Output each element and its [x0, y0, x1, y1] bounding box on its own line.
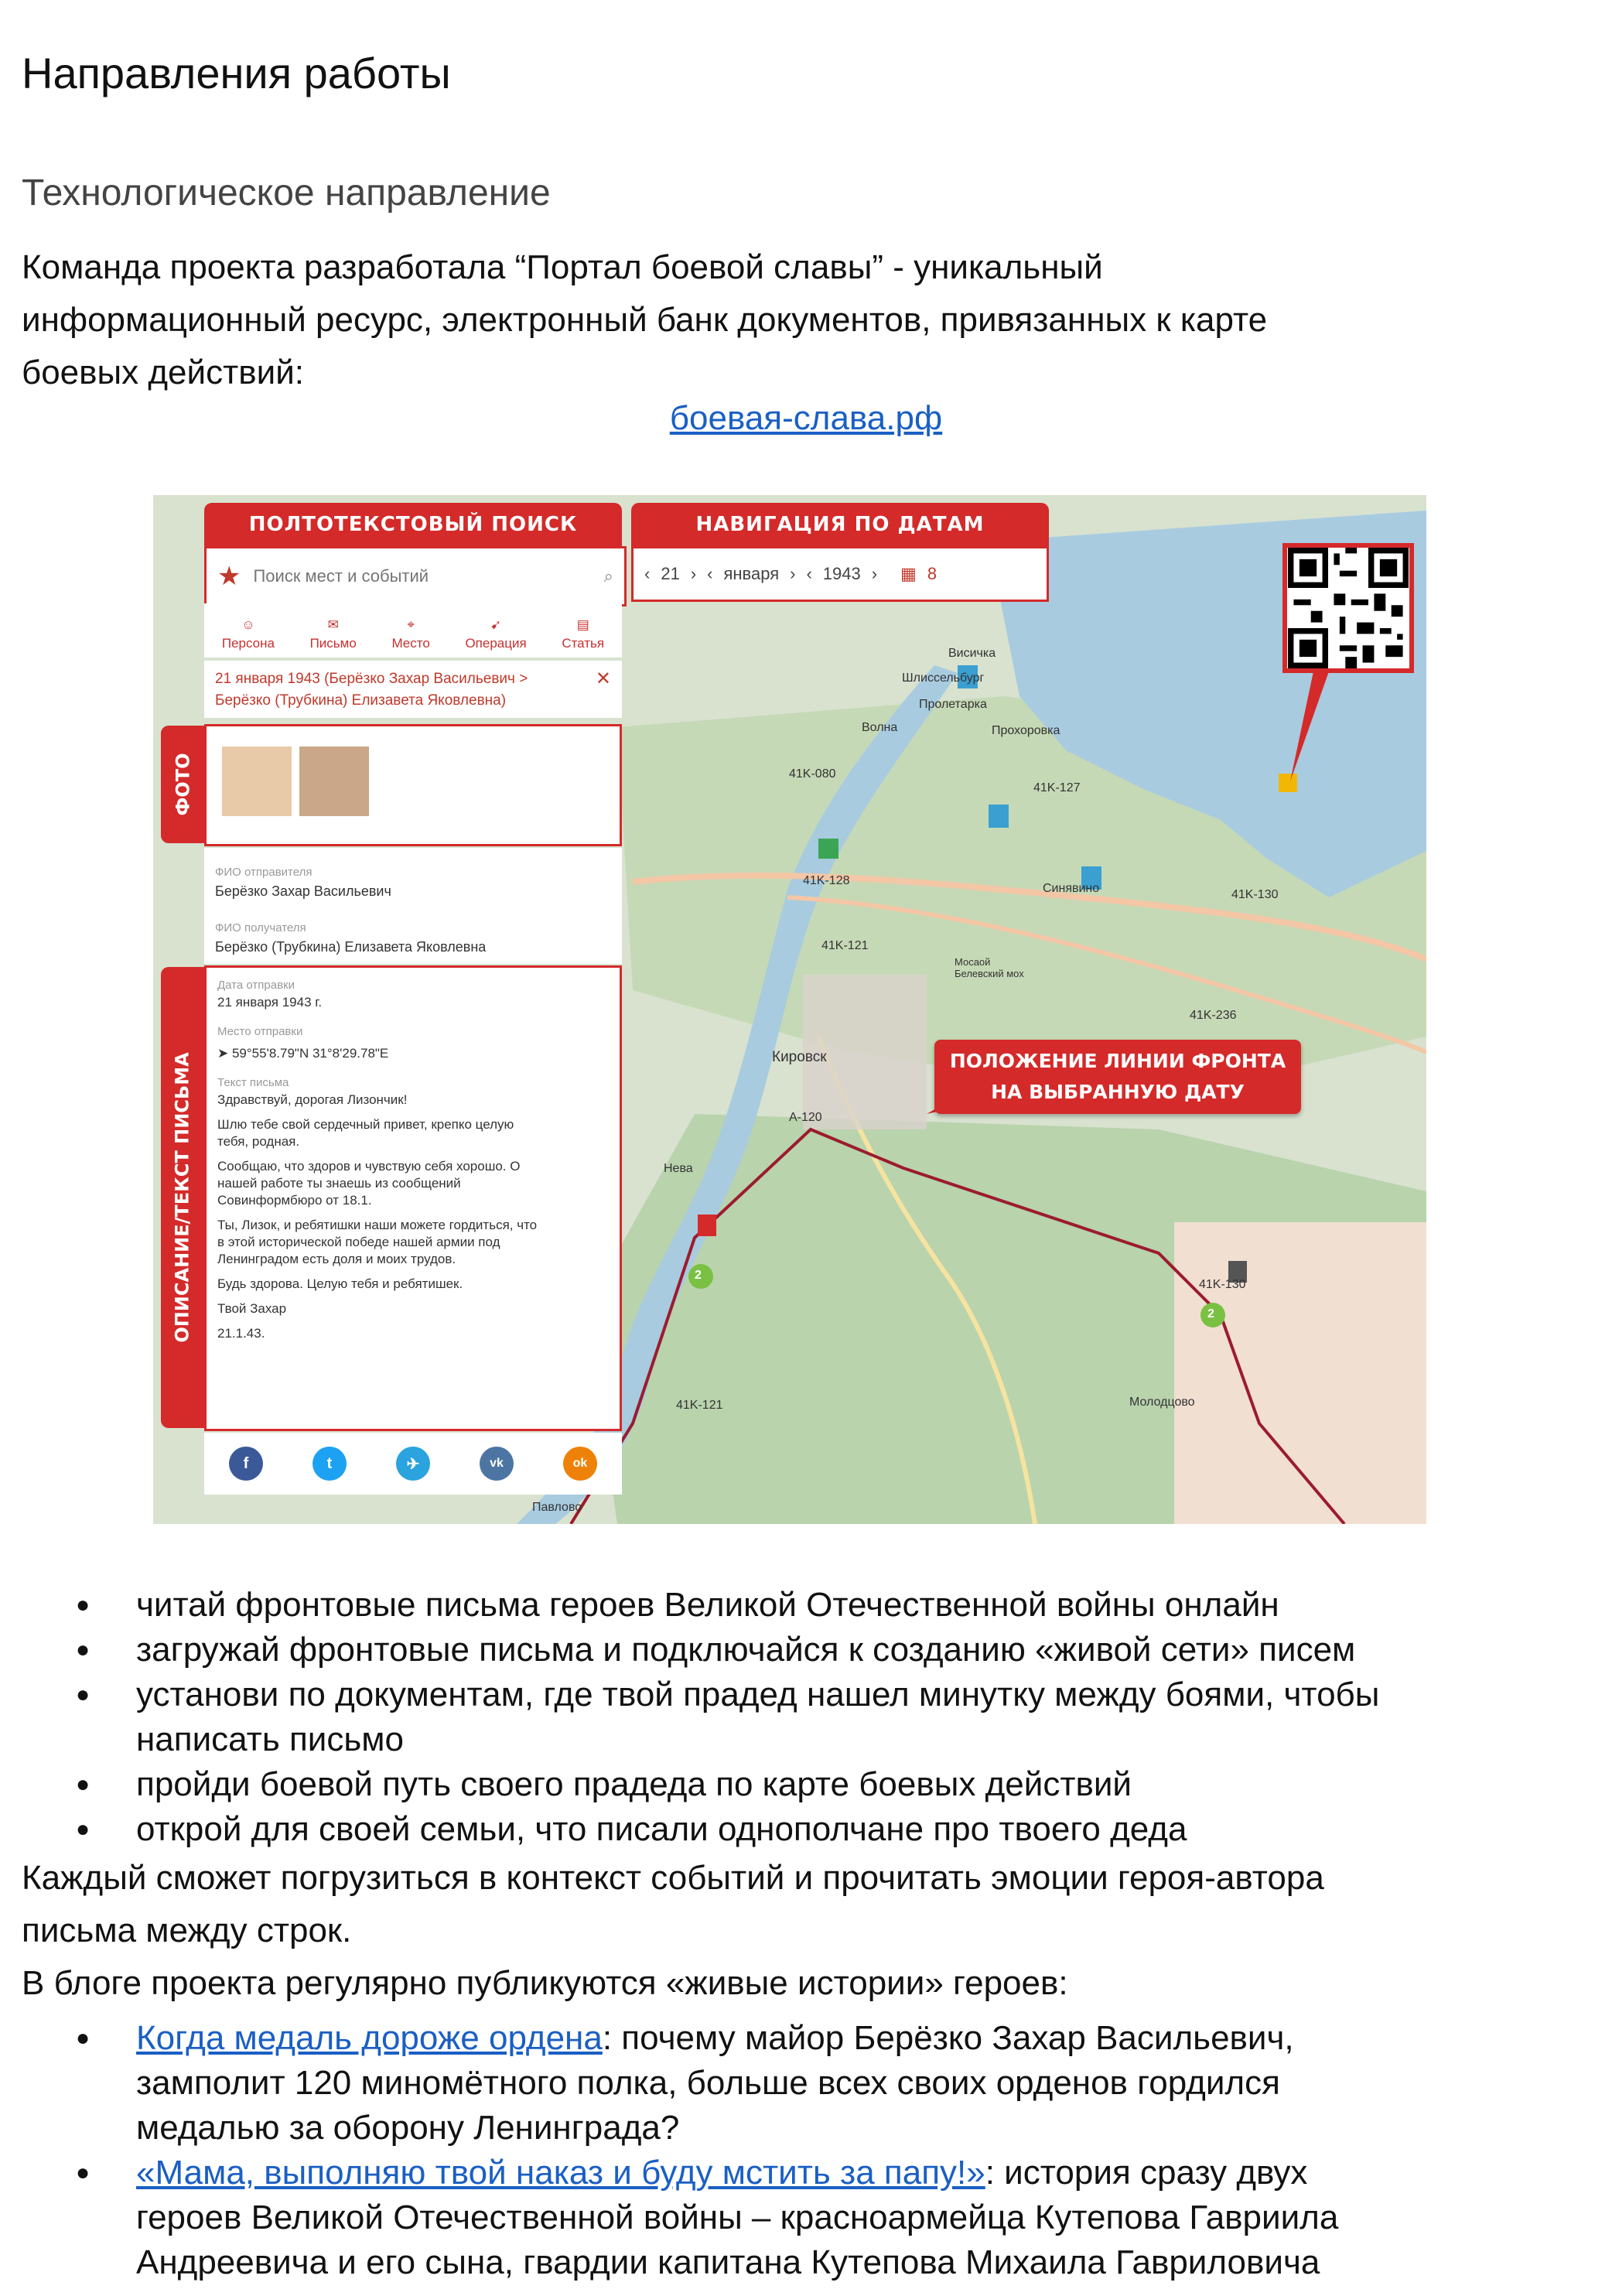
tab-fulltext-search[interactable]: ПОЛТОТЕКСТОВЫЙ ПОИСК [204, 503, 622, 546]
vk-share-button[interactable]: vk [480, 1447, 514, 1481]
map-label: 41K-121 [676, 1399, 723, 1412]
twitter-share-button[interactable]: t [312, 1447, 347, 1481]
list-item-line: установи по документам, где твой прадед нашел минутку между боями, чтобы [136, 1676, 1380, 1713]
category-person[interactable] [222, 617, 275, 651]
sender-name: Берёзко Захар Васильевич [215, 883, 391, 899]
map-label: Волна [862, 721, 898, 734]
person-icon: ☺ [241, 617, 255, 632]
tab-description: ОПИСАНИЕ/ТЕКСТ ПИСЬМА [161, 967, 204, 1428]
site-link[interactable]: боевая-слава.рф [669, 399, 943, 437]
year-prev-button[interactable]: ‹ [806, 564, 812, 583]
intro-line: Команда проекта разработала “Портал боевой славы” - уникальный [22, 248, 1103, 286]
map-label: Молодцово [1129, 1396, 1195, 1409]
rocket-icon: ➹ [490, 617, 502, 632]
cluster-count[interactable]: 2 [1207, 1307, 1214, 1321]
list-item [22, 1672, 1592, 1762]
facebook-share-button[interactable]: f [229, 1447, 263, 1481]
record-title: 21 января 1943 (Берёзко Захар Васильевич > [215, 671, 528, 687]
sender-recipient [204, 848, 622, 964]
day-value: 21 [661, 564, 680, 583]
category-label: Операция [465, 636, 527, 651]
list-item: ● читай фронтовые письма героев Великой Отечественной войны онлайн [22, 1583, 1592, 1628]
map-label: Прохоровка [992, 724, 1060, 737]
section-subtitle: Технологическое направление [22, 173, 551, 214]
month-next-button[interactable]: › [790, 564, 796, 583]
cluster-count[interactable]: 2 [695, 1269, 702, 1282]
month-value: января [723, 564, 780, 583]
letter-label: Текст письма [217, 1076, 289, 1089]
letter-line: Сообщаю, что здоров и чувствую себя хорошо. О [217, 1159, 521, 1174]
letter-line: Твой Захар [217, 1301, 287, 1316]
envelope-icon: ✉ [327, 617, 339, 632]
recipient-name: Берёзко (Трубкина) Елизавета Яковлевна [215, 939, 487, 955]
search-box [204, 546, 627, 606]
share-bar [204, 1433, 622, 1495]
page-title: Направления работы [22, 49, 451, 97]
map-label: Пролетарка [919, 698, 987, 711]
map-label: Шлиссельбург [902, 671, 985, 685]
list-item [22, 2151, 1592, 2285]
context-line: Каждый сможет погрузиться в контекст событий и прочитать эмоции героя-автора [22, 1859, 1324, 1897]
category-label: Персона [221, 636, 275, 651]
telegram-share-button[interactable]: ✈ [396, 1447, 430, 1481]
story-text: героев Великой Отечественной войны – красноармейца Кутепова Гавриила [136, 2199, 1339, 2236]
recipient-label: ФИО получателя [215, 921, 306, 934]
list-item: ● пройди боевой путь своего прадеда по карте боевых действий [22, 1762, 1592, 1807]
story-link[interactable]: «Мама, выполняю твой наказ и буду мстить за папу!» [136, 2154, 985, 2192]
story-link[interactable]: Когда медаль дороже ордена [136, 2019, 603, 2057]
category-article[interactable] [562, 617, 604, 651]
sender-label: ФИО отправителя [215, 866, 312, 879]
front-line-callout [934, 1040, 1301, 1114]
story-text: Андреевича и его сына, гвардии капитана Кутепова Михаила Гавриловича [136, 2243, 1320, 2281]
letter-photo[interactable] [299, 747, 369, 816]
year-next-button[interactable]: › [871, 564, 878, 583]
record-header [204, 661, 622, 718]
ok-share-button[interactable]: ok [563, 1447, 597, 1481]
document-icon: ▤ [576, 617, 589, 632]
category-place[interactable] [391, 617, 429, 651]
letter-line: Здравствуй, дорогая Лизончик! [217, 1092, 408, 1107]
letter-line: 21.1.43. [217, 1326, 265, 1341]
intro-line: боевых действий: [22, 354, 304, 391]
day-next-button[interactable]: › [690, 564, 697, 583]
letter-line: нашей работе ты знаешь из сообщений [217, 1176, 461, 1191]
map-label: 41K-121 [821, 939, 869, 952]
tab-photo: ФОТО [161, 726, 204, 843]
map-label: Висичка [948, 647, 996, 660]
letter-photo[interactable] [222, 747, 292, 816]
blog-intro: В блоге проекта регулярно публикуются «живые истории» героев: [22, 1964, 1068, 2002]
context-paragraph [22, 1852, 1584, 1957]
category-label: Статья [562, 636, 605, 651]
map-label: Павлово [532, 1501, 582, 1514]
callout-line: ПОЛОЖЕНИЕ ЛИНИИ ФРОНТА [949, 1050, 1286, 1072]
stories-list [22, 2016, 1592, 2285]
list-item [22, 2016, 1592, 2151]
map-label: Нева [664, 1162, 693, 1175]
year-value: 1943 [822, 564, 861, 583]
story-text: : история сразу двух [985, 2154, 1308, 2192]
day-prev-button[interactable]: ‹ [644, 564, 651, 583]
story-text: медалью за оборону Ленинграда? [136, 2109, 680, 2147]
category-operation[interactable] [465, 617, 526, 651]
letter-line: Будь здорова. Целую тебя и ребятишек. [217, 1276, 463, 1291]
context-line: письма между строк. [22, 1912, 352, 1949]
events-count: 8 [927, 564, 937, 583]
date-label: Дата отправки [217, 979, 295, 992]
letter-line: Ленинградом есть доля и моих трудов. [217, 1252, 456, 1266]
category-label: Место [391, 636, 430, 651]
map-label: 41K-130 [1199, 1278, 1246, 1291]
category-filters [204, 603, 622, 658]
letter-line: тебя, родная. [217, 1134, 300, 1149]
category-label: Письмо [309, 636, 357, 651]
pin-icon: ⌖ [407, 617, 415, 632]
portal-screenshot [153, 495, 1426, 1524]
map-label: 41K-130 [1231, 888, 1279, 901]
place-label: Место отправки [217, 1025, 303, 1038]
date-sent: 21 января 1943 г. [217, 995, 323, 1010]
letter-description [204, 965, 622, 1431]
tab-date-navigation[interactable]: НАВИГАЦИЯ ПО ДАТАМ [631, 503, 1049, 546]
photo-gallery [204, 724, 622, 846]
list-item: ● открой для своей семьи, что писали однополчане про твоего деда [22, 1807, 1592, 1852]
map-label: Кировск [772, 1049, 827, 1065]
site-link-row [0, 399, 1612, 438]
list-item-line: написать письмо [136, 1720, 405, 1758]
close-icon[interactable]: ✕ [595, 668, 611, 689]
map-label: 41K-080 [789, 767, 836, 781]
map-label: 41K-236 [1190, 1009, 1237, 1022]
letter-line: Совинформбюро от 18.1. [217, 1193, 372, 1208]
map-label: Мосаой Белевский мох [955, 956, 1024, 979]
intro-paragraph [22, 241, 1584, 399]
location-arrow-icon: ➤ [217, 1046, 232, 1061]
intro-line: информационный ресурс, электронный банк документов, привязанных к карте [22, 301, 1268, 339]
letter-line: в этой исторической победе нашей армии под [217, 1235, 500, 1249]
map-label: 41K-128 [803, 874, 850, 887]
callout-line: НА ВЫБРАННУЮ ДАТУ [991, 1081, 1245, 1103]
letter-line: Шлю тебе свой сердечный привет, крепко целую [217, 1117, 514, 1132]
map-label: 41K-127 [1033, 781, 1081, 794]
story-text: замполит 120 миномётного полка, больше всех своих орденов гордился [136, 2064, 1280, 2102]
map-label: Синявино [1043, 882, 1100, 895]
star-icon: ★ [217, 562, 241, 591]
calendar-icon[interactable]: ▦ [900, 564, 917, 583]
list-item: ● загружай фронтовые письма и подключайся к созданию «живой сети» писем [22, 1628, 1592, 1672]
features-list [22, 1583, 1592, 1852]
date-navigation [631, 546, 1049, 602]
story-text: : почему майор Берёзко Захар Васильевич, [602, 2019, 1294, 2057]
coordinates[interactable]: 59°55'8.79"N 31°8'29.78"E [231, 1046, 389, 1061]
category-letter[interactable] [310, 617, 357, 651]
letter-line: Ты, Лизок, и ребятишки наши можете гордиться, что [217, 1218, 538, 1232]
map-label: А-120 [789, 1111, 822, 1124]
search-input[interactable] [251, 565, 548, 587]
qr-code-icon [1287, 548, 1409, 668]
place-row [217, 1045, 609, 1062]
search-icon[interactable]: ⌕ [603, 566, 613, 586]
record-title: Берёзко (Трубкина) Елизавета Яковлевна) [215, 692, 507, 709]
month-prev-button[interactable]: ‹ [707, 564, 713, 583]
qr-code[interactable] [1282, 543, 1414, 673]
